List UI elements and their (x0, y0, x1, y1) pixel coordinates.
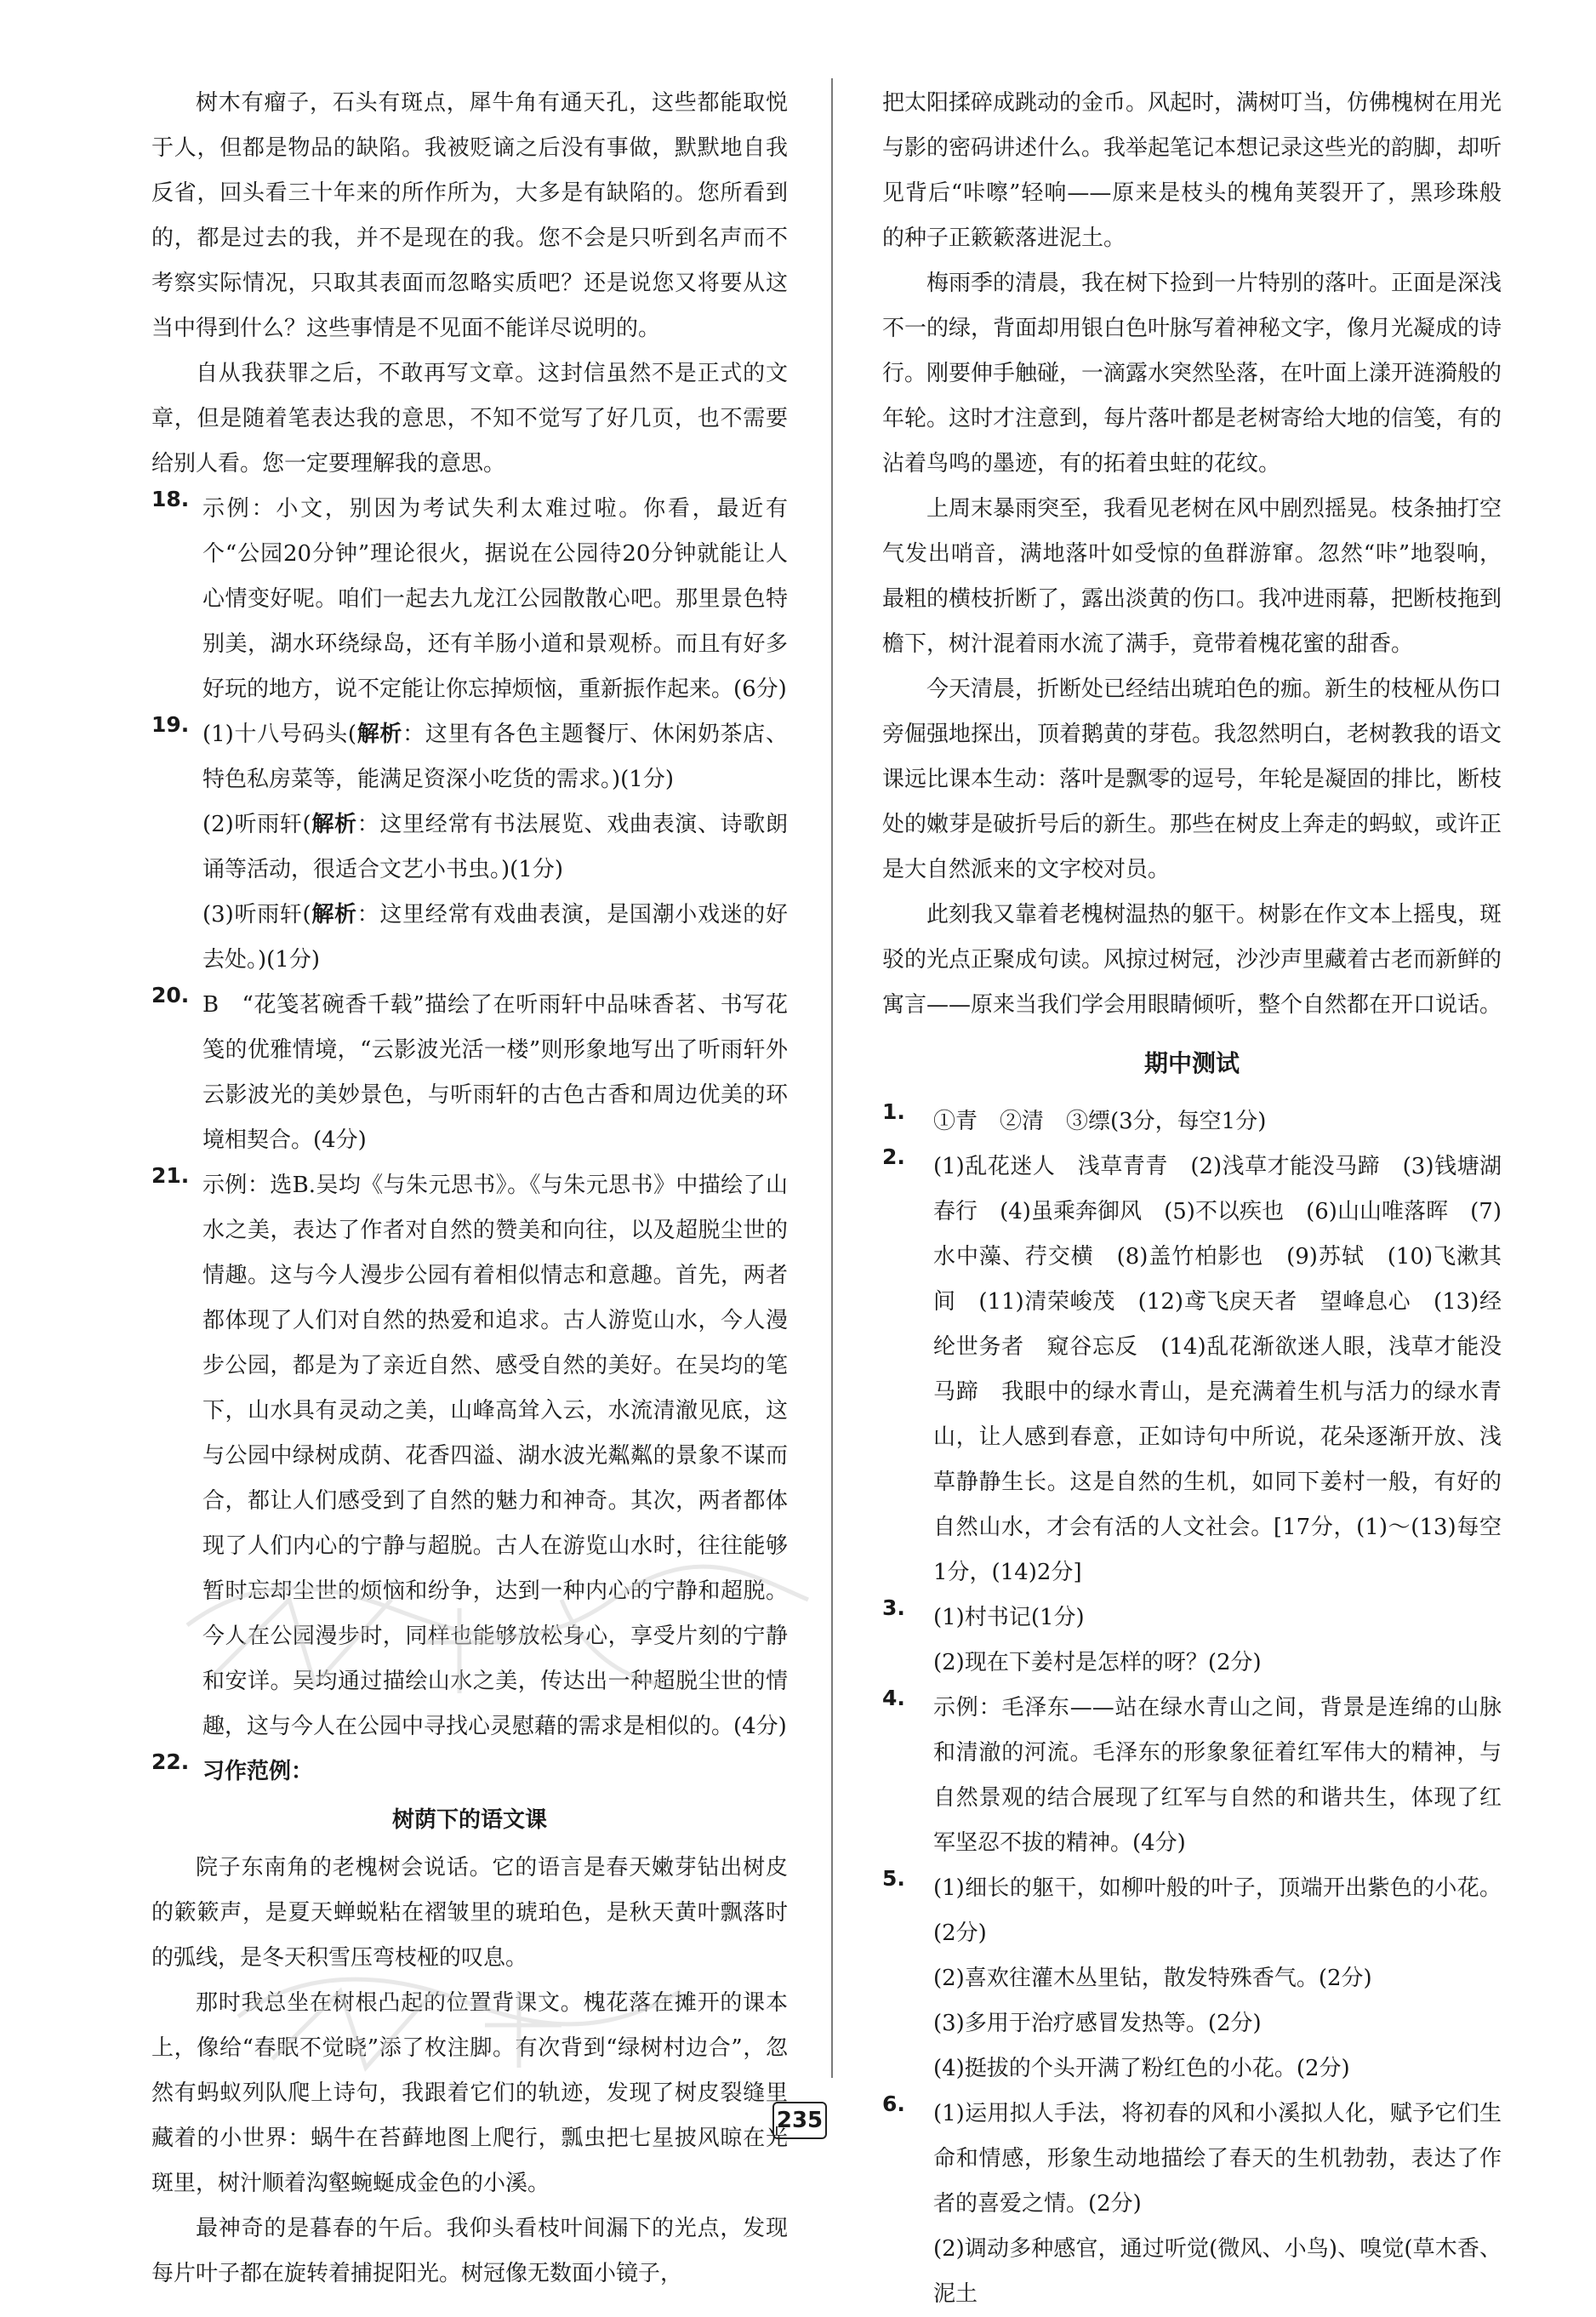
midterm-answer-5-part-2: (2)喜欢往灌木丛里钻，散发特殊香气。(2分) (933, 1966, 1372, 1991)
midterm-answer-5-part-1: (1)细长的躯干，如柳叶般的叶子，顶端开出紫色的小花。(2分) (933, 1875, 1502, 1946)
essay-paragraph-2: 那时我总坐在树根凸起的位置背课文。槐花落在摊开的课本上，像给“春眠不觉晓”添了枚注脚。有次背到“绿树村边合”，忽然有蚂蚁列队爬上诗句，我跟着它们的轨迹，发现了树皮裂缝里藏着的小世界：蜗牛在苔藓地图上爬行，瓢虫把七星披风晾在光斑里，树汁顺着沟壑蜿蜒成金色的小溪。 (151, 1990, 788, 2196)
question-number-19: 19. (151, 712, 190, 737)
essay-paragraph-3: 最神奇的是暮春的午后。我仰头看枝叶间漏下的光点，发现每片叶子都在旋转着捕捉阳光。树冠像无数面小镜子， (151, 2216, 788, 2286)
watermark-stroke (187, 1567, 808, 1636)
midterm-number-4: 4. (882, 1686, 905, 1710)
answer-21-text: 示例：选B.吴均《与朱元思书》。《与朱元思书》中描绘了山水之美，表达了作者对自然的赞美和向往，以及超脱尘世的情趣。这与今人漫步公园有着相似情志和意趣。首先，两者都体现了人们对自然的热爱和追求。古人游览山水，今人漫步公园，都是为了亲近自然、感受自然的美好。在吴均的笔下，山水具有灵动之美，山峰高耸入云，水流清澈见底，这与公园中绿树成荫、花香四溢、湖水波光粼粼的景象不谋而合，都让人们感受到了自然的魅力和神奇。其次，两者都体现了人们内心的宁静与超脱。古人在游览山水时，往往能够暂时忘却尘世的烦恼和纷争，达到一种内心的宁静和超脱。今人在公园漫步时，同样也能够放松身心，享受片刻的宁静和安详。吴均通过描绘山水之美，传达出一种超脱尘世的情趣，这与今人在公园中寻找心灵慰藉的需求是相似的。(4分) (202, 1173, 788, 1739)
midterm-answer-4 (882, 1686, 1502, 1866)
translation-paragraph-1: 树木有瘤子，石头有斑点，犀牛角有通天孔，这些都能取悦于人，但都是物品的缺陷。我被贬谪之后没有事做，默默地自我反省，回头看三十年来的所作所为，大多是有缺陷的。您所看到的，都是过去的我，并不是现在的我。您不会是只听到名声而不考察实际情况，只取其表面而忽略实质吧？还是说您又将要从这当中得到什么？这些事情是不见面不能详尽说明的。 (151, 90, 788, 341)
midterm-answer-5 (882, 1866, 1502, 2092)
midterm-answer-1-text: ①青 ②清 ③缥(3分，每空1分) (933, 1109, 1267, 1134)
midterm-answer-3-part-1: (1)村书记(1分) (933, 1605, 1085, 1630)
watermark-stroke (561, 1600, 664, 1685)
midterm-answer-6 (882, 2092, 1502, 2317)
essay-paragraph-5: 上周末暴雨突至，我看见老树在风中剧烈摇晃。枝条抽打空气发出哨音，满地落叶如受惊的鱼群游窜。忽然“咔”地裂响，最粗的横枝折断了，露出淡黄的伤口。我冲进雨幕，把断枝拖到檐下，树汁混着雨水流了满手，竟带着槐花蜜的甜香。 (882, 496, 1502, 657)
essay-paragraph-6: 今天清晨，折断处已经结出琥珀色的痂。新生的枝桠从伤口旁倔强地探出，顶着鹅黄的芽苞。我忽然明白，老树教我的语文课远比课本生动：落叶是飘零的逗号，年轮是凝固的排比，断枝处的嫩芽是破折号后的新生。那些在树皮上奔走的蚂蚁，或许正是大自然派来的文字校对员。 (882, 676, 1502, 882)
midterm-answer-3-part-2: (2)现在下姜村是怎样的呀？(2分) (933, 1650, 1262, 1675)
watermark-stroke (485, 1991, 561, 2068)
midterm-answer-5-part-3: (3)多用于治疗感冒发热等。(2分) (933, 2011, 1262, 2036)
question-number-22: 22. (151, 1749, 190, 1774)
analysis-keyword: 解析 (311, 902, 357, 927)
midterm-answer-2 (882, 1144, 1502, 1595)
question-number-18: 18. (151, 487, 190, 511)
answer-19-part-1 (202, 712, 788, 802)
answer-19-2-body: ：这里经常有书法展览、戏曲表演、诗歌朗诵等活动，很适合文艺小书虫。)(1分) (202, 812, 788, 882)
midterm-answer-4-text: 示例：毛泽东——站在绿水青山之间，背景是连绵的山脉和清澈的河流。毛泽东的形象象征着红军伟大的精神，与自然景观的结合展现了红军与自然的和谐共生，体现了红军坚忍不拔的精神。(4分) (933, 1695, 1502, 1856)
analysis-keyword: 解析 (311, 812, 357, 837)
watermark-stroke (213, 1600, 391, 1685)
midterm-number-2: 2. (882, 1144, 905, 1169)
answer-19-3-lead: (3)听雨轩( (202, 902, 311, 927)
midterm-answer-6-part-1: (1)运用拟人手法，将初春的风和小溪拟人化，赋予它们生命和情感，形象生动地描绘了春天的生机勃勃，表达了作者的喜爱之情。(2分) (933, 2101, 1502, 2217)
essay-paragraph-4: 梅雨季的清晨，我在树下捡到一片特别的落叶。正面是深浅不一的绿，背面却用银白色叶脉写着神秘文字，像月光凝成的诗行。刚要伸手触碰，一滴露水突然坠落，在叶面上漾开涟漪般的年轮。这时才注意到，每片落叶都是老树寄给大地的信笺，有的沾着鸟鸣的墨迹，有的拓着虫蛀的花纹。 (882, 271, 1502, 477)
answer-19-3-body: ：这里经常有戏曲表演，是国潮小戏迷的好去处。)(1分) (202, 902, 788, 973)
answer-19-part-3 (202, 893, 788, 983)
midterm-number-1: 1. (882, 1099, 905, 1124)
question-number-20: 20. (151, 983, 190, 1007)
watermark-stroke (425, 1608, 502, 1693)
essay-title: 树荫下的语文课 (391, 1807, 547, 1833)
answer-20-text: B “花笺茗碗香千载”描绘了在听雨轩中品味香茗、书写花笺的优雅情境，“云影波光活一楼”则形象地写出了听雨轩外云影波光的美妙景色，与听雨轩的古色古香和周边优美的环境相契合。(4分) (202, 992, 788, 1153)
essay-paragraph-1: 院子东南角的老槐树会说话。它的语言是春天嫩芽钻出树皮的簌簌声，是夏天蝉蜕粘在褶皱里的琥珀色，是秋天黄叶飘落时的弧线，是冬天积雪压弯枝桠的叹息。 (151, 1855, 788, 1971)
answer-18 (151, 487, 788, 712)
essay-paragraph-7: 此刻我又靠着老槐树温热的躯干。树影在作文本上摇曳，斑驳的光点正聚成句读。风掠过树冠，沙沙声里藏着古老而新鲜的寓言——原来当我们学会用眼睛倾听，整个自然都在开口说话。 (882, 902, 1502, 1018)
translation-paragraph-2: 自从我获罪之后，不敢再写文章。这封信虽然不是正式的文章，但是随着笔表达我的意思，不知不觉写了好几页，也不需要给别人看。您一定要理解我的意思。 (151, 361, 788, 477)
midterm-answer-3 (882, 1595, 1502, 1686)
midterm-answer-1 (882, 1099, 1502, 1144)
watermark-graphic (136, 1319, 834, 2085)
answer-20 (151, 983, 788, 1163)
midterm-number-3: 3. (882, 1595, 905, 1620)
midterm-answer-5-part-4: (4)挺拔的个头开满了粉红色的小花。(2分) (933, 2056, 1350, 2081)
answer-19-2-lead: (2)听雨轩( (202, 812, 311, 837)
answer-22-label: 习作范例： (202, 1759, 314, 1784)
right-column (882, 81, 1502, 2317)
analysis-keyword: 解析 (356, 722, 403, 747)
midterm-answer-2-text: (1)乱花迷人 浅草青青 (2)浅草才能没马蹄 (3)钱塘湖春行 (4)虽乘奔御风 (5)不以疾也 (6)山山唯落晖 (7)水中藻、荇交横 (8)盖竹柏影也 (9)苏轼 (10)飞漱其间 (11)清荣峻茂 (12)鸢飞戾天者 望峰息心 (13)经纶世务者 窥谷忘反 (14)乱花渐欲迷人眼，浅草才能没马蹄 我眼中的绿水青山，是充满着生机与活力的绿水青山，让人感到春意，正如诗句中所说，花朵逐渐开放、浅草静静生长。这是自然的生机，如同下姜村一般，有好的自然山水，才会有活的人文社会。[17分，(1)～(13)每空1分，(14)2分] (933, 1154, 1502, 1585)
essay-paragraph-3-continued: 把太阳揉碎成跳动的金币。风起时，满树叮当，仿佛槐树在用光与影的密码讲述什么。我举起笔记本想记录这些光的韵脚，却听见背后“咔嚓”轻响——原来是枝头的槐角荚裂开了，黑珍珠般的种子正簌簌落进泥土。 (882, 90, 1502, 251)
answer-19 (151, 712, 788, 983)
answer-18-text: 示例：小文，别因为考试失利太难过啦。你看，最近有个“公园20分钟”理论很火，据说在公园待20分钟就能让人心情变好呢。咱们一起去九龙江公园散散心吧。那里景色特别美，湖水环绕绿岛，还有羊肠小道和景观桥。而且有好多好玩的地方，说不定能让你忘掉烦恼，重新振作起来。(6分) (202, 496, 788, 702)
watermark-stroke (238, 1979, 681, 2024)
section-title-midterm: 期中测试 (1143, 1049, 1240, 1077)
midterm-answer-6-part-2: (2)调动多种感官，通过听觉(微风、小鸟)、嗅觉(草木香、泥土 (933, 2236, 1502, 2307)
midterm-number-5: 5. (882, 1866, 905, 1891)
watermark-strokes (187, 1567, 808, 2068)
question-number-21: 21. (151, 1163, 190, 1188)
page-number: 235 (772, 2102, 827, 2139)
watermark-stroke (272, 1991, 434, 2068)
answer-19-1-lead: (1)十八号码头( (202, 722, 357, 747)
answer-19-part-2 (202, 802, 788, 893)
midterm-number-6: 6. (882, 2092, 905, 2116)
answer-19-1-body: ：这里有各色主题餐厅、休闲奶茶店、特色私房菜等，能满足资深小吃货的需求。)(1分) (202, 722, 788, 792)
